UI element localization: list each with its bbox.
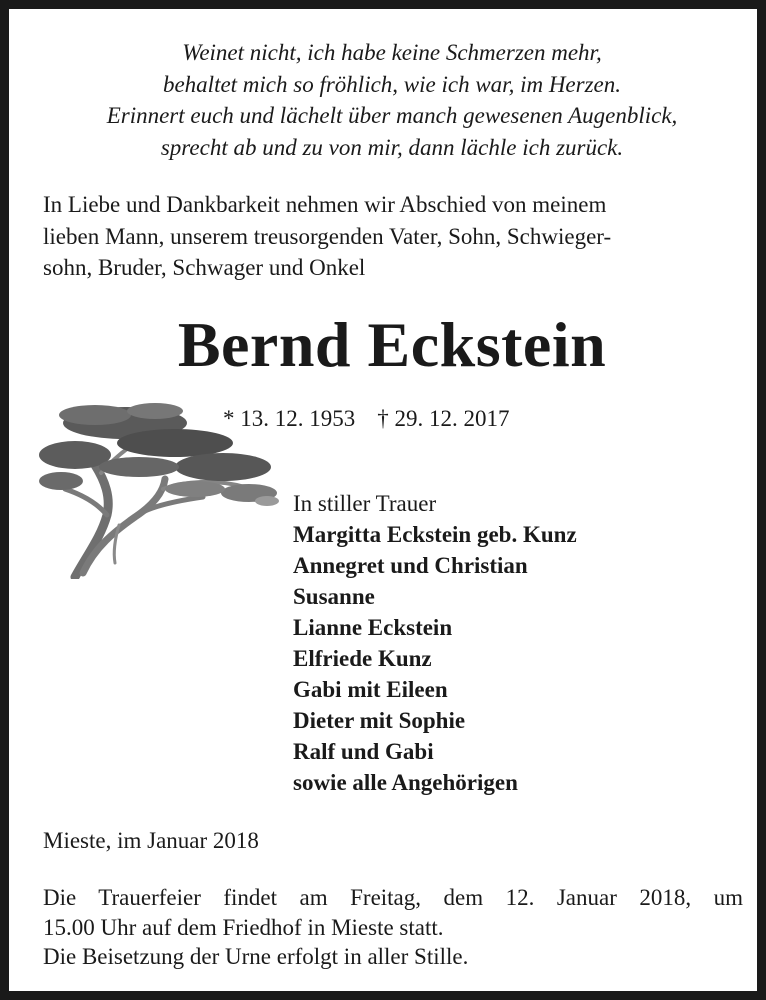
funeral-line: Die Trauerfeier findet am Freitag, dem 12. Januar 2018, um [43, 885, 743, 910]
poem-line: behaltet mich so fröhlich, wie ich war, im Herzen. [162, 71, 622, 97]
funeral-info [43, 883, 743, 972]
mourners-list [293, 488, 577, 798]
funeral-line: Die Beisetzung der Urne erfolgt in aller Stille. [43, 944, 469, 969]
mourners-intro: In stiller Trauer [293, 491, 437, 516]
mourner: Elfriede Kunz [293, 646, 432, 671]
farewell-text [43, 189, 745, 284]
mourner: Margitta Eckstein geb. Kunz [293, 522, 577, 547]
poem-line: Weinet nicht, ich habe keine Schmerzen mehr, [182, 40, 602, 65]
farewell-line: lieben Mann, unserem treusorgenden Vater, Sohn, Schwieger- [43, 223, 612, 249]
mourner: Dieter mit Sophie [293, 708, 466, 733]
place-and-date: Mieste, im Januar 2018 [43, 828, 259, 853]
poem-line: Erinnert euch und lächelt über manch gewesenen Augenblick, [106, 103, 678, 128]
poem-line: sprecht ab und zu von mir, dann lächle ich zurück. [160, 134, 624, 160]
tree-illustration-icon [35, 397, 283, 579]
mourner: Annegret und Christian [293, 553, 528, 578]
deceased-name: Bernd Eckstein [177, 309, 607, 380]
mourner: Lianne Eckstein [293, 615, 453, 640]
funeral-line: 15.00 Uhr auf dem Friedhof in Mieste statt. [43, 914, 444, 940]
mourner: Ralf und Gabi [293, 739, 434, 764]
poem [39, 37, 745, 163]
death-date: † 29. 12. 2017 [377, 406, 510, 431]
birth-date: * 13. 12. 1953 [223, 406, 356, 431]
farewell-line: sohn, Bruder, Schwager und Onkel [43, 255, 366, 280]
mourner: Gabi mit Eileen [293, 677, 448, 702]
mourner: Susanne [293, 584, 375, 609]
farewell-line: In Liebe und Dankbarkeit nehmen wir Abschied von meinem [43, 192, 607, 217]
mourner: sowie alle Angehörigen [293, 770, 518, 795]
